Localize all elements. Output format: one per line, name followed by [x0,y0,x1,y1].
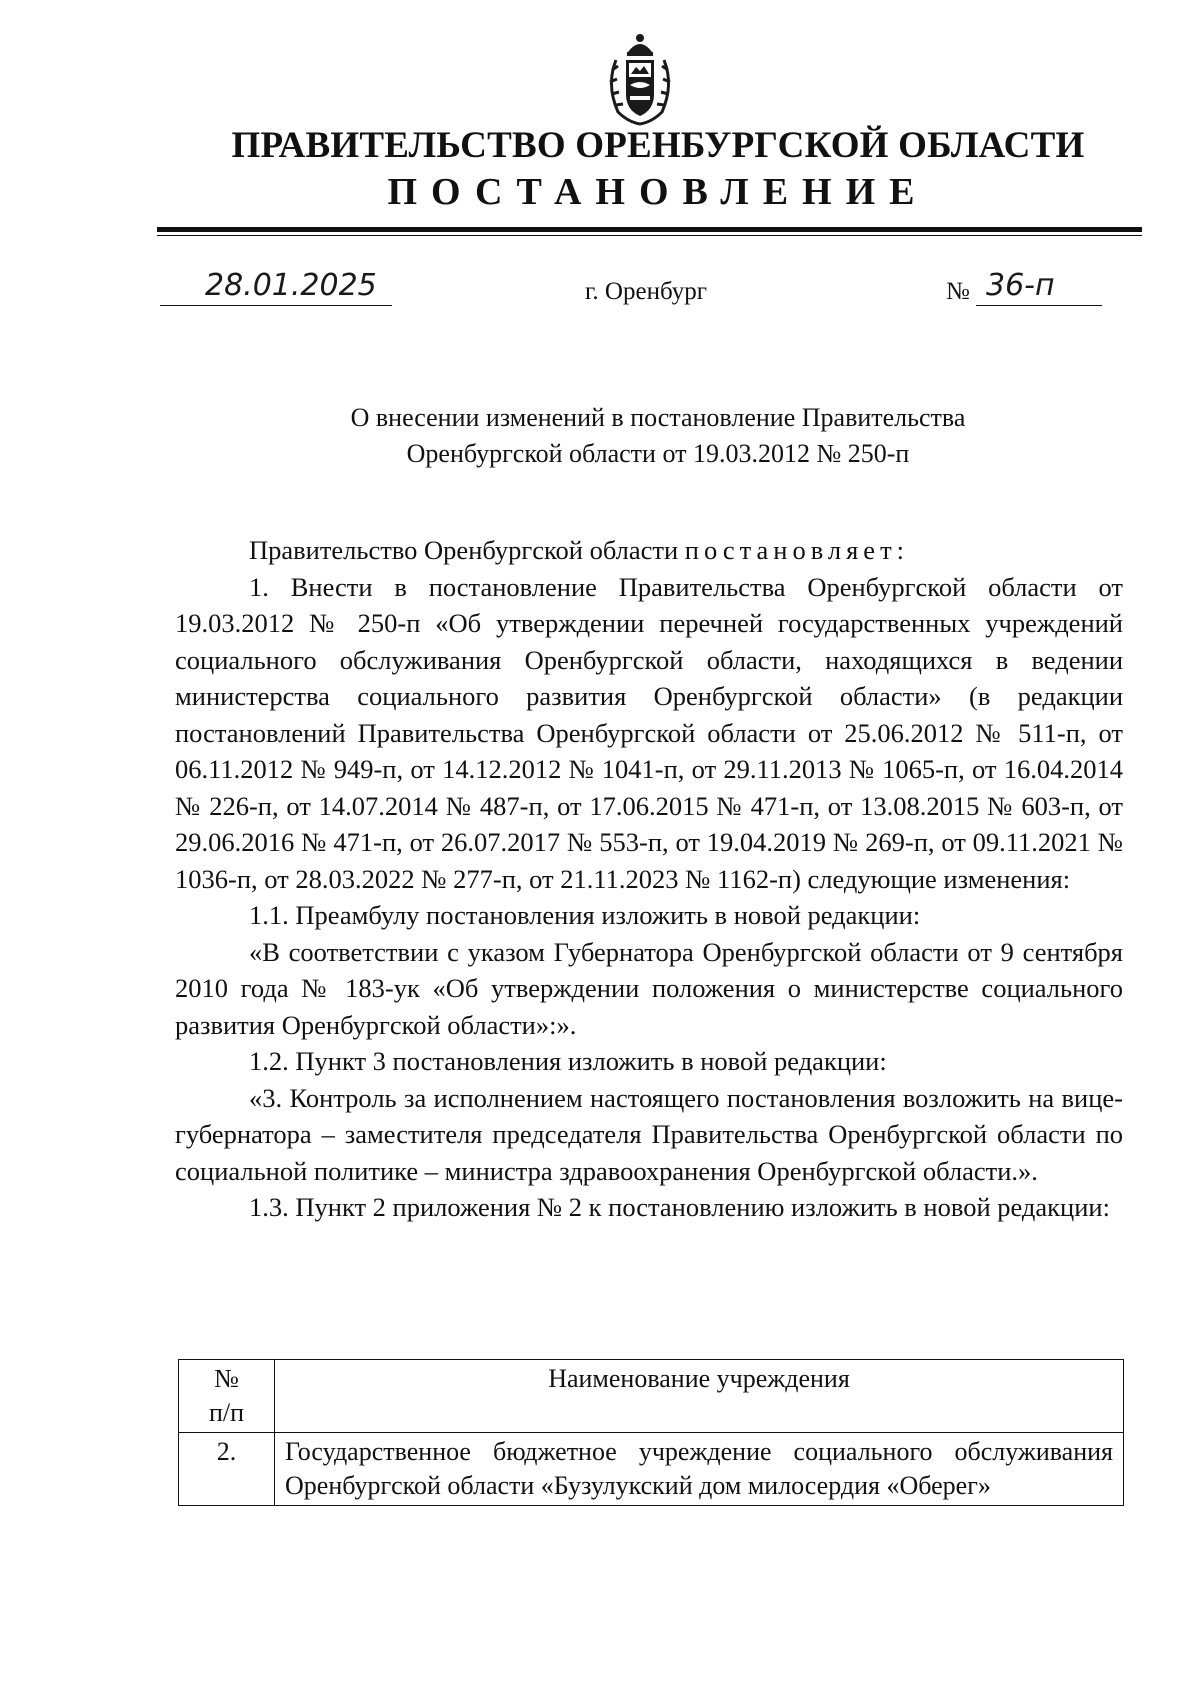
number-underline [976,305,1102,306]
paragraph-1-1-quote: «В соответствии с указом Губернатора Оренбургской области от 9 сентября 2010 года № 183-ук «Об утверждении положения о министерстве социального развития Оренбургской области»:». [175,936,1123,1040]
paragraph-1-2: 1.2. Пункт 3 постановления изложить в новой редакции: [249,1046,887,1076]
header-num-cell [179,1360,275,1433]
table-row [179,1433,1124,1506]
intro-verb: постановляет [684,535,897,565]
decree-number: 36-п [986,268,1055,303]
decree-body [175,532,1123,1226]
header-num-line-1: № [214,1364,239,1393]
decree-subject [0,400,1200,472]
header-num-line-2: п/п [208,1398,245,1427]
coat-of-arms-emblem [600,30,680,130]
government-title: ПРАВИТЕЛЬСТВО ОРЕНБУРГСКОЙ ОБЛАСТИ [231,125,1085,166]
row-name-cell: Государственное бюджетное учреждение социального обслуживания Оренбургской области «Бузулукский дом милосердия «Оберег» [275,1433,1124,1506]
date-underline [160,305,392,306]
decree-date: 28.01.2025 [205,268,377,303]
number-sign: № [946,278,970,305]
paragraph-1-2-quote: «3. Контроль за исполнением настоящего постановления возложить на вице-губернатора – заместителя председателя Правительства Оренбургской области по социальной политике – министра здравоохранения Оренбургской области.». [175,1082,1123,1186]
institutions-table [178,1359,1124,1506]
document-type-title: ПОСТАНОВЛЕНИЕ [387,171,929,213]
issue-city: г. Оренбург [585,278,707,305]
header-rule-thick [157,227,1142,232]
intro-lead: Правительство Оренбургской области [249,535,679,565]
header-name-cell: Наименование учреждения [275,1360,1124,1433]
paragraph-1-1: 1.1. Преамбулу постановления изложить в новой редакции: [249,900,921,930]
header-rule-thin [157,235,1142,236]
paragraph-1-3: 1.3. Пункт 2 приложения № 2 к постановлению изложить в новой редакции: [249,1192,1110,1222]
intro-paragraph [175,532,1123,569]
subject-line-2: Оренбургской области от 19.03.2012 № 250-п [406,439,910,468]
paragraph-1: 1. Внести в постановление Правительства Оренбургской области от 19.03.2012 № 250-п «Об утверждении перечней государственных учреждений социального обслуживания Оренбургской области, находящихся в ведении министерства социального развития Оренбургской области» (в редакции постановлений Правительства Оренбургской области от 25.06.2012 № 511-п, от 06.11.2012 № 949-п, от 14.12.2012 № 1041-п, от 29.11.2013 № 1065-п, от 16.04.2014 № 226-п, от 14.07.2014 № 487-п, от 17.06.2015 № 471-п, от 13.08.2015 № 603-п, от 29.06.2016 № 471-п, от 26.07.2017 № 553-п, от 19.04.2019 № 269-п, от 09.11.2021 № 1036-п, от 28.03.2022 № 277-п, от 21.11.2023 № 1162-п) следующие изменения: [175,571,1123,894]
table-header-row [179,1360,1124,1433]
subject-line-1: О внесении изменений в постановление Правительства [350,403,966,432]
row-num-cell: 2. [179,1433,275,1506]
intro-end: : [896,535,905,565]
